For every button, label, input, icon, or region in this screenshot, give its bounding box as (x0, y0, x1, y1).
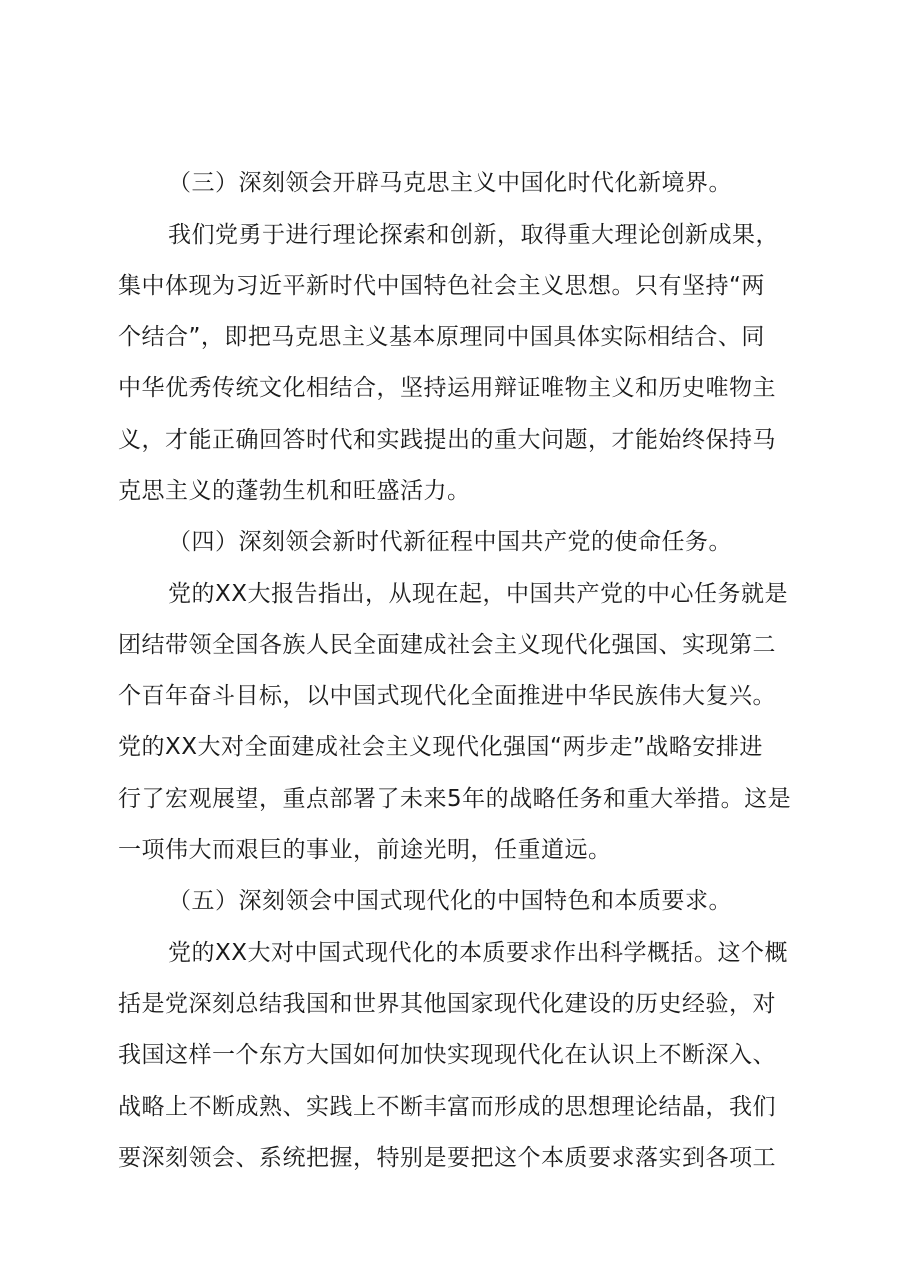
heading-section-3: （三）深刻领会开辟马克思主义中国化时代化新境界。 (168, 170, 732, 196)
paragraph-line: 义，才能正确回答时代和实践提出的重大问题，才能始终保持马 (118, 427, 776, 453)
paragraph-line: 党的XX大对中国式现代化的本质要求作出科学概括。这个概 (168, 940, 789, 966)
paragraph-line: 党的XX大报告指出，从现在起，中国共产党的中心任务就是 (168, 581, 789, 607)
paragraph-line: 行了宏观展望，重点部署了未来5年的战略任务和重大举措。这是 (118, 786, 792, 812)
paragraph-line: 团结带领全国各族人民全面建成社会主义现代化强国、实现第二 (118, 632, 776, 658)
paragraph-line: 一项伟大而艰巨的事业，前途光明，任重道远。 (118, 837, 612, 863)
paragraph-line: 我国这样一个东方大国如何加快实现现代化在认识上不断深入、 (118, 1042, 776, 1068)
paragraph-line: 我们党勇于进行理论探索和创新，取得重大理论创新成果， (168, 222, 779, 248)
heading-section-5: （五）深刻领会中国式现代化的中国特色和本质要求。 (168, 888, 732, 914)
paragraph-line: 个结合”，即把马克思主义基本原理同中国具体实际相结合、同 (118, 324, 765, 350)
paragraph-line: 要深刻领会、系统把握，特别是要把这个本质要求落实到各项工 (118, 1145, 776, 1171)
paragraph-line: 集中体现为习近平新时代中国特色社会主义思想。只有坚持“两 (118, 273, 765, 299)
paragraph-line: 战略上不断成熟、实践上不断丰富而形成的思想理论结晶，我们 (118, 1094, 776, 1120)
paragraph-line: 中华优秀传统文化相结合，坚持运用辩证唯物主义和历史唯物主 (118, 375, 776, 401)
heading-section-4: （四）深刻领会新时代新征程中国共产党的使命任务。 (168, 529, 732, 555)
paragraph-line: 克思主义的蓬勃生机和旺盛活力。 (118, 478, 471, 504)
paragraph-line: 括是党深刻总结我国和世界其他国家现代化建设的历史经验，对 (118, 991, 776, 1017)
paragraph-line: 党的XX大对全面建成社会主义现代化强国“两步走”战略安排进 (118, 734, 763, 760)
paragraph-line: 个百年奋斗目标，以中国式现代化全面推进中华民族伟大复兴。 (118, 683, 776, 709)
